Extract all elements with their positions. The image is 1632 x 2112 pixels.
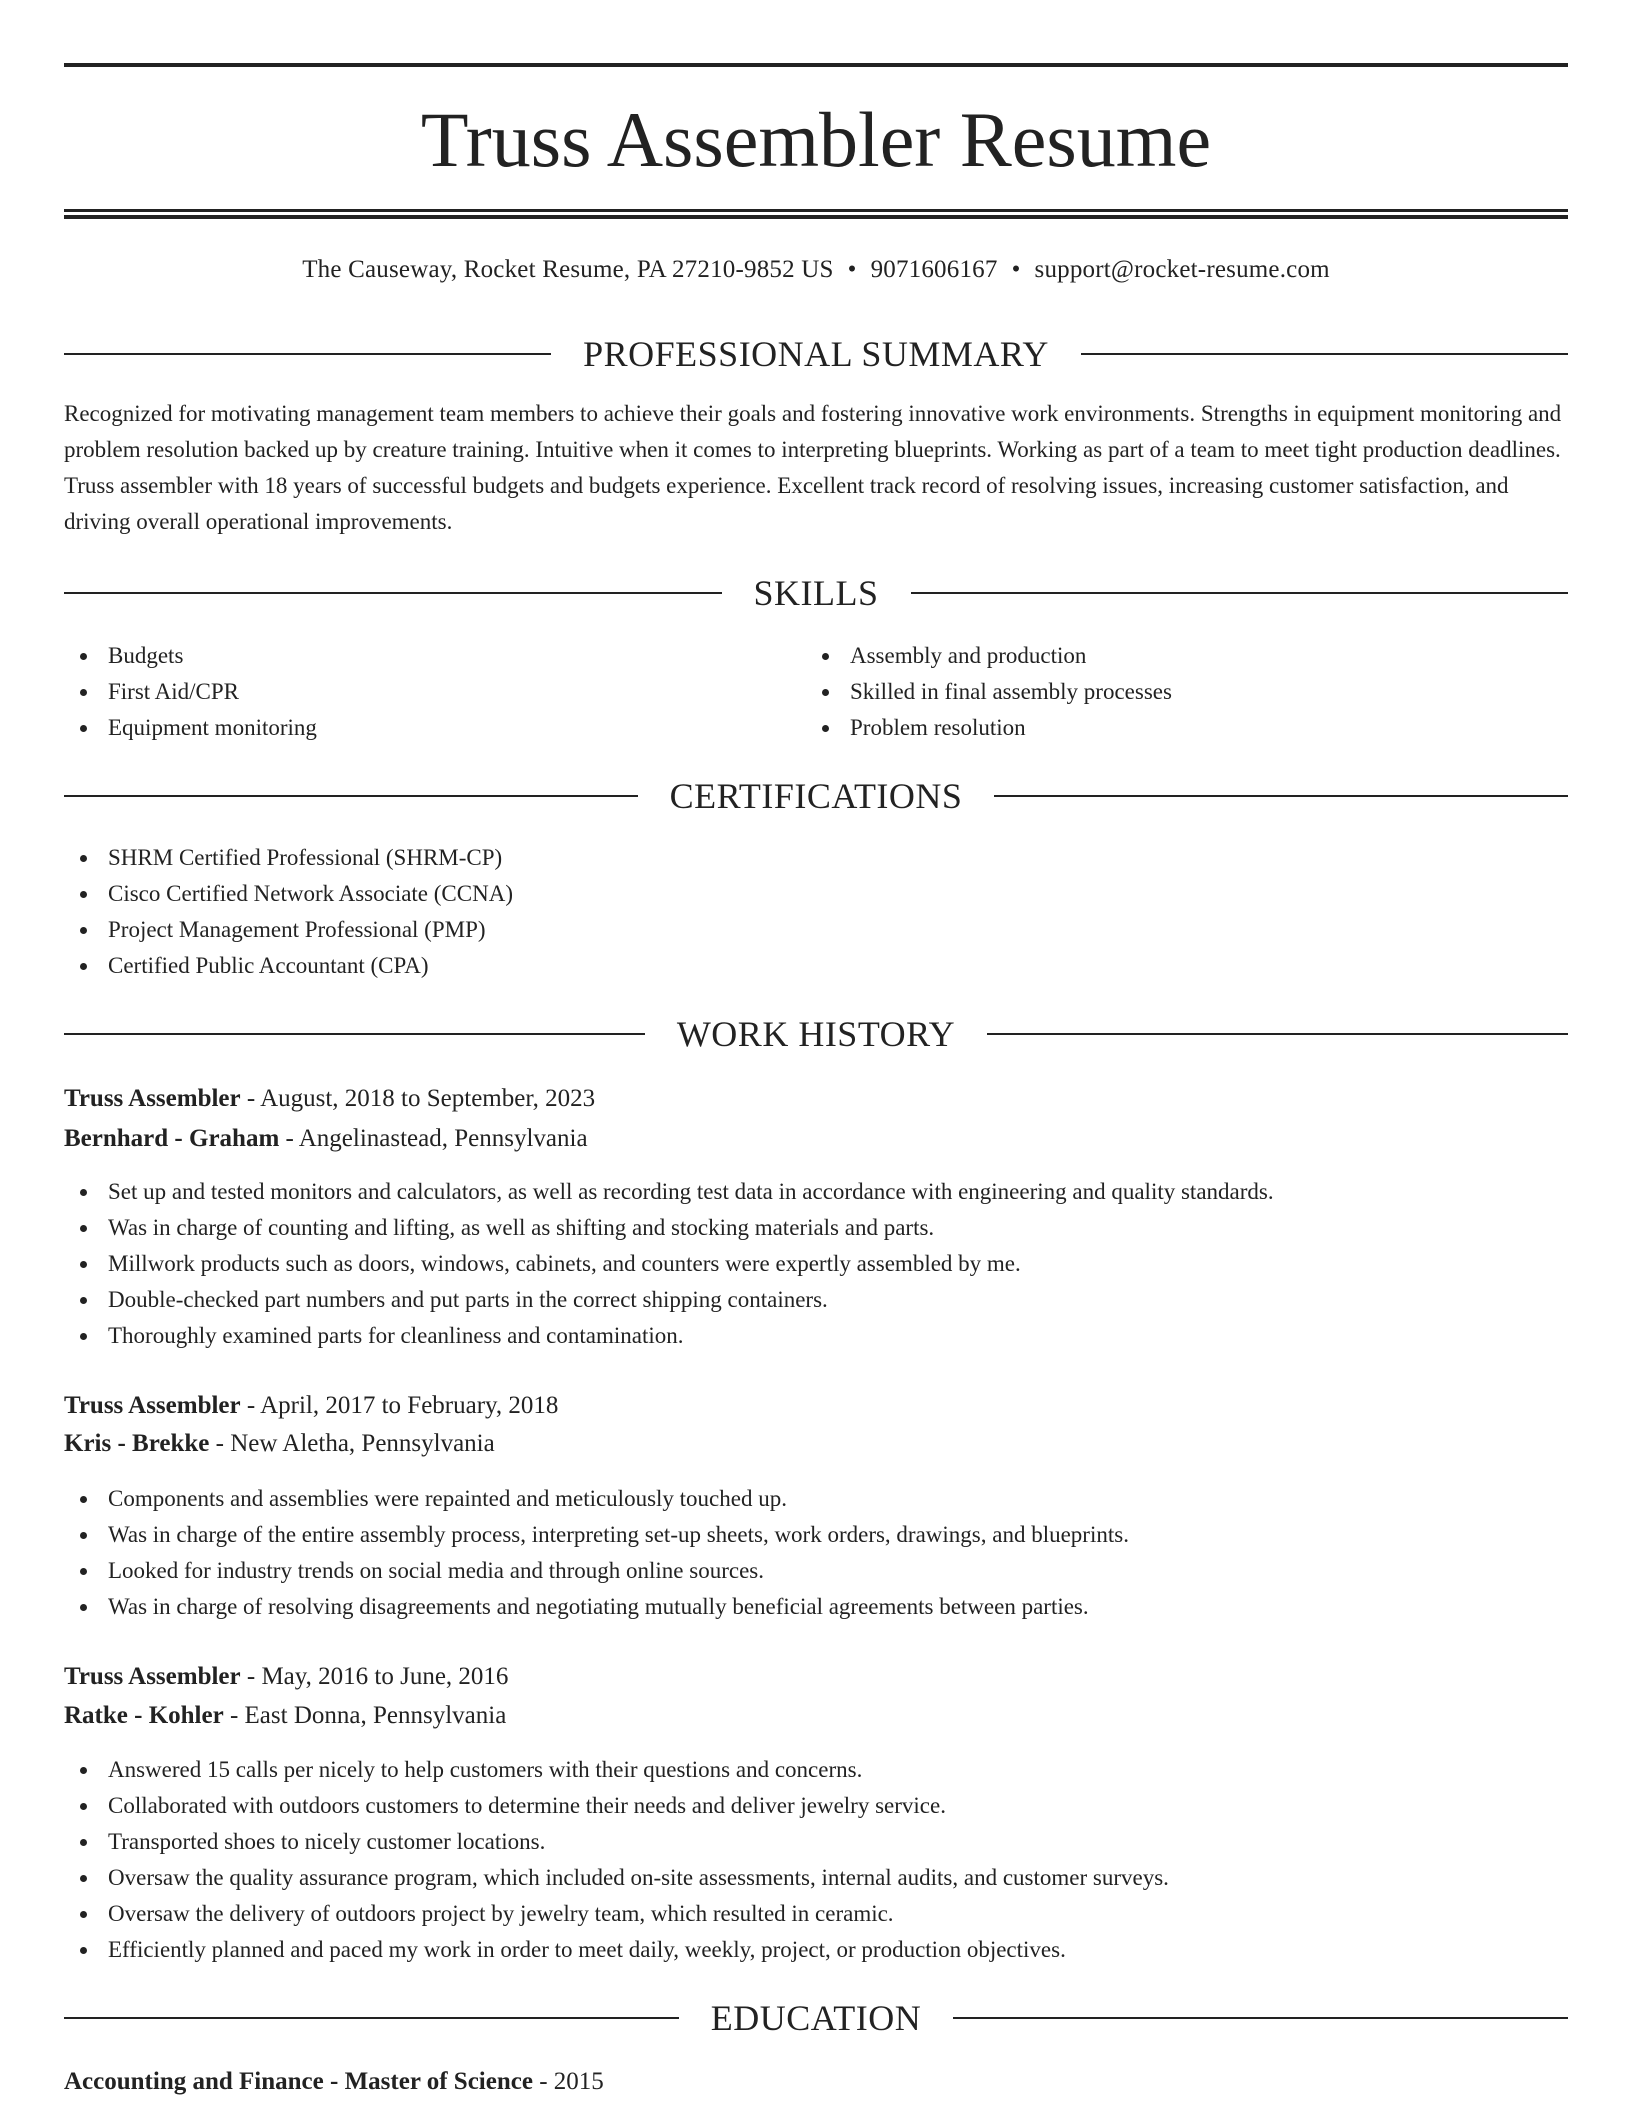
job-bullet: Collaborated with outdoors customers to determine their needs and deliver jewelry service. bbox=[64, 1788, 1169, 1824]
skill-item: Problem resolution bbox=[806, 710, 1172, 746]
job-dates: - April, 2017 to February, 2018 bbox=[240, 1392, 559, 1419]
job-bullet: Looked for industry trends on social media and through online sources. bbox=[64, 1553, 1129, 1589]
job-company: Bernhard - Graham bbox=[64, 1125, 280, 1152]
skill-item: Equipment monitoring bbox=[64, 710, 317, 746]
job-title: Truss Assembler bbox=[64, 1085, 241, 1112]
job-bullet: Oversaw the quality assurance program, which included on-site assessments, internal audits, and customer surveys. bbox=[64, 1860, 1169, 1896]
top-rule bbox=[64, 63, 1568, 67]
job-bullet: Was in charge of resolving disagreements and negotiating mutually beneficial agreements between parties. bbox=[64, 1589, 1129, 1625]
job-bullet: Was in charge of the entire assembly process, interpreting set-up sheets, work orders, drawings, and blueprints. bbox=[64, 1517, 1129, 1553]
education-heading bbox=[64, 1996, 1568, 2040]
summary-text: Recognized for motivating management team members to achieve their goals and fostering innovative work environments. Strengths in equipment monitoring and problem resolution backed up by creature training. Intuitive when it comes to interpreting blueprints. Working as part of a team to meet tight production deadlines. Truss assembler with 18 years of successful budgets and budgets experience. Excellent track record of resolving issues, increasing customer satisfaction, and driving overall operational improvements. bbox=[64, 401, 1562, 534]
job-bullet: Thoroughly examined parts for cleanliness and contamination. bbox=[64, 1318, 1274, 1354]
heading-rule-left bbox=[64, 592, 722, 594]
education-line bbox=[64, 2063, 1568, 2101]
job-bullet: Millwork products such as doors, windows, cabinets, and counters were expertly assembled by me. bbox=[64, 1246, 1274, 1282]
education-year: - 2015 bbox=[532, 2068, 604, 2095]
job-title: Truss Assembler bbox=[64, 1392, 241, 1419]
work-history-heading-label: WORK HISTORY bbox=[676, 1014, 956, 1054]
job-company-line bbox=[64, 1697, 1568, 1735]
skills-heading-label: SKILLS bbox=[753, 573, 879, 613]
summary-heading-label: PROFESSIONAL SUMMARY bbox=[583, 334, 1049, 374]
certification-item: Project Management Professional (PMP) bbox=[64, 912, 513, 948]
job-bullet: Transported shoes to nicely customer locations. bbox=[64, 1824, 1169, 1860]
certification-item: Certified Public Accountant (CPA) bbox=[64, 948, 513, 984]
heading-rule-right bbox=[987, 1033, 1568, 1035]
skill-item: First Aid/CPR bbox=[64, 674, 317, 710]
job-dates: - May, 2016 to June, 2016 bbox=[240, 1663, 509, 1690]
heading-rule-right bbox=[1081, 353, 1568, 355]
contact-line bbox=[64, 252, 1568, 288]
job-bullet: Efficiently planned and paced my work in order to meet daily, weekly, project, or production objectives. bbox=[64, 1932, 1169, 1968]
certifications-heading-label: CERTIFICATIONS bbox=[669, 776, 963, 816]
job-company-line bbox=[64, 1120, 1568, 1158]
job-bullet: Components and assemblies were repainted and meticulously touched up. bbox=[64, 1481, 1129, 1517]
job-title-line bbox=[64, 1080, 1568, 1118]
job-location: - New Aletha, Pennsylvania bbox=[209, 1430, 495, 1457]
title-double-rule bbox=[64, 209, 1568, 219]
job-company-line bbox=[64, 1425, 1568, 1463]
heading-rule-right bbox=[911, 592, 1569, 594]
contact-separator: • bbox=[1011, 256, 1021, 283]
certifications-list bbox=[64, 840, 513, 984]
job-location: - Angelinastead, Pennsylvania bbox=[279, 1125, 588, 1152]
heading-rule-left bbox=[64, 1033, 645, 1035]
job-bullet: Double-checked part numbers and put parts in the correct shipping containers. bbox=[64, 1282, 1274, 1318]
skills-heading bbox=[64, 571, 1568, 615]
job-company: Kris - Brekke bbox=[64, 1430, 210, 1457]
certifications-heading bbox=[64, 774, 1568, 818]
skill-item: Assembly and production bbox=[806, 638, 1172, 674]
job-bullet: Was in charge of counting and lifting, as well as shifting and stocking materials and parts. bbox=[64, 1210, 1274, 1246]
job-bullet: Oversaw the delivery of outdoors project by jewelry team, which resulted in ceramic. bbox=[64, 1896, 1169, 1932]
job-bullets bbox=[64, 1174, 1274, 1354]
job-bullets bbox=[64, 1481, 1129, 1625]
job-bullet: Set up and tested monitors and calculators, as well as recording test data in accordance with engineering and quality standards. bbox=[64, 1174, 1274, 1210]
skills-list-right bbox=[806, 638, 1172, 746]
job-dates: - August, 2018 to September, 2023 bbox=[240, 1085, 596, 1112]
heading-rule-right bbox=[953, 2017, 1568, 2019]
job-title: Truss Assembler bbox=[64, 1663, 241, 1690]
job-title-line bbox=[64, 1387, 1568, 1425]
contact-email: support@rocket-resume.com bbox=[1034, 256, 1330, 283]
job-bullets bbox=[64, 1752, 1169, 1968]
job-title-line bbox=[64, 1658, 1568, 1696]
heading-rule-right bbox=[994, 795, 1568, 797]
job-location: - East Donna, Pennsylvania bbox=[223, 1702, 507, 1729]
contact-phone: 9071606167 bbox=[870, 256, 998, 283]
certification-item: Cisco Certified Network Associate (CCNA) bbox=[64, 876, 513, 912]
education-degree: Accounting and Finance - Master of Science bbox=[64, 2068, 533, 2095]
heading-rule-left bbox=[64, 2017, 679, 2019]
resume-title: Truss Assembler Resume bbox=[420, 96, 1212, 183]
skill-item: Skilled in final assembly processes bbox=[806, 674, 1172, 710]
contact-separator: • bbox=[847, 256, 857, 283]
summary-heading bbox=[64, 332, 1568, 376]
job-company: Ratke - Kohler bbox=[64, 1702, 224, 1729]
skills-list-left bbox=[64, 638, 317, 746]
heading-rule-left bbox=[64, 353, 551, 355]
certification-item: SHRM Certified Professional (SHRM-CP) bbox=[64, 840, 513, 876]
education-heading-label: EDUCATION bbox=[710, 1998, 922, 2038]
contact-address: The Causeway, Rocket Resume, PA 27210-9852 US bbox=[302, 256, 834, 283]
work-history-heading bbox=[64, 1012, 1568, 1056]
job-bullet: Answered 15 calls per nicely to help customers with their questions and concerns. bbox=[64, 1752, 1169, 1788]
heading-rule-left bbox=[64, 795, 638, 797]
skill-item: Budgets bbox=[64, 638, 317, 674]
